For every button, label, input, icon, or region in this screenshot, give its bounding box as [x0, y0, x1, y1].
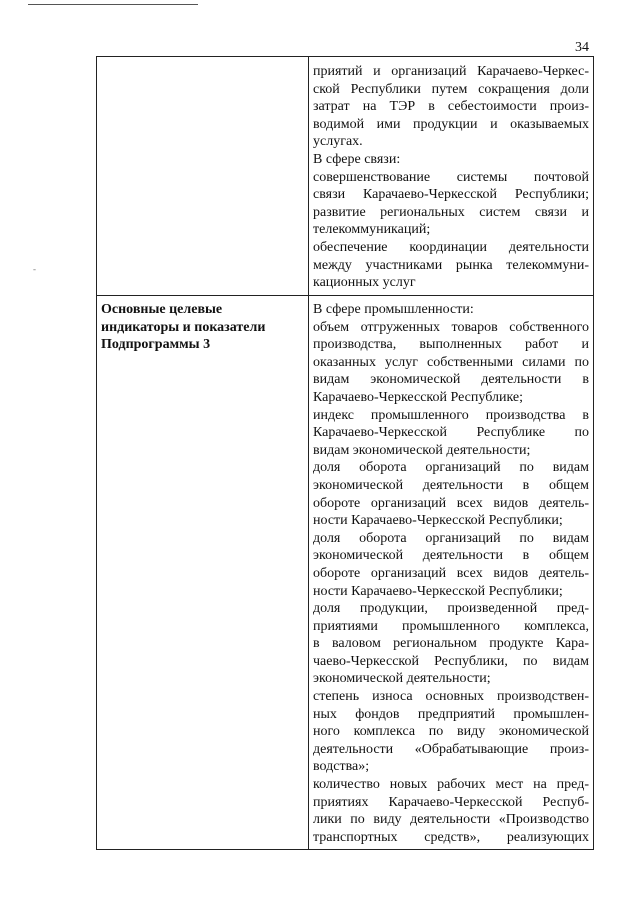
text-line: доля оборота организаций по видам [313, 530, 589, 546]
text-line: В сфере промышленности: [313, 302, 474, 317]
text-line: совершенствование системы почтовой [313, 169, 589, 185]
text-line: экономической деятельности; [313, 671, 491, 687]
text-line: Карачаево-Черкесской Республике; [313, 389, 523, 405]
text-line: ской Республики путем сокращения доли [313, 81, 589, 97]
text-line: услугах. [313, 134, 363, 150]
text-line: ных фондов предприятий промышлен- [313, 706, 589, 722]
text-line: индекс промышленного производства в [313, 407, 589, 423]
text-line: приятиями промышленного комплекса, [313, 618, 589, 634]
row2-heading-cell [101, 301, 301, 354]
text-line: оказанных услуг собственными силами по [313, 354, 589, 370]
text-line: чаево-Черкесской Республики, по видам [313, 653, 589, 669]
row1-content-cell [313, 63, 589, 292]
text-line: степень износа основных производствен- [313, 689, 589, 705]
margin-mark: - [33, 264, 36, 274]
text-line: обороте организаций всех видов деятель- [313, 565, 589, 581]
row2-content-cell [313, 301, 589, 846]
text-line: экономической деятельности в общем [313, 477, 589, 493]
text-line: приятий и организаций Карачаево-Черкес- [313, 64, 589, 79]
text-line: связи Карачаево-Черкесской Республики; [313, 187, 589, 203]
text-line: индикаторы и показатели [101, 319, 266, 335]
text-line: телекоммуникаций; [313, 222, 431, 238]
text-line: деятельности «Обрабатывающие произ- [313, 741, 589, 757]
top-rule [28, 4, 198, 5]
text-line: количество новых рабочих мест на пред- [313, 777, 589, 793]
text-line: объем отгруженных товаров собственного [313, 319, 589, 335]
text-line: ного комплекса по виду экономической [313, 724, 589, 740]
page-number: 34 [575, 40, 589, 55]
text-line: обеспечение координации деятельности [313, 239, 589, 255]
text-line: лики по виду деятельности «Производство [313, 812, 589, 828]
text-line: водства»; [313, 759, 370, 775]
text-line: видам экономической деятельности; [313, 442, 531, 458]
text-line: водимой ими продукции и оказываемых [313, 116, 589, 132]
text-line: ности Карачаево-Черкесской Республики; [313, 583, 563, 599]
row-divider [97, 295, 593, 296]
text-line: обороте организаций всех видов деятель- [313, 495, 589, 511]
text-line: в валовом региональном продукте Кара- [313, 636, 589, 652]
text-line: развитие региональных систем связи и [313, 204, 589, 220]
text-line: Карачаево-Черкесской Республике по [313, 425, 589, 441]
text-line: ности Карачаево-Черкесской Республики; [313, 513, 563, 529]
text-line: производства, выполненных работ и [313, 337, 589, 353]
text-line: Основные целевые [101, 302, 223, 317]
text-line: доля оборота организаций по видам [313, 460, 589, 476]
text-line: приятиях Карачаево-Черкесской Респуб- [313, 794, 589, 810]
text-line: видам экономической деятельности в [313, 372, 589, 388]
text-line: экономической деятельности в общем [313, 548, 589, 564]
text-line: между участниками рынка телекоммуни- [313, 257, 589, 273]
column-divider [308, 57, 309, 849]
text-line: В сфере связи: [313, 151, 401, 167]
text-line: кационных услуг [313, 275, 416, 291]
text-line: доля продукции, произведенной пред- [313, 601, 589, 617]
program-table [96, 56, 594, 850]
text-line: транспортных средств», реализующих [313, 829, 589, 845]
text-line: затрат на ТЭР в себестоимости произ- [313, 99, 589, 115]
text-line: Подпрограммы 3 [101, 337, 211, 353]
